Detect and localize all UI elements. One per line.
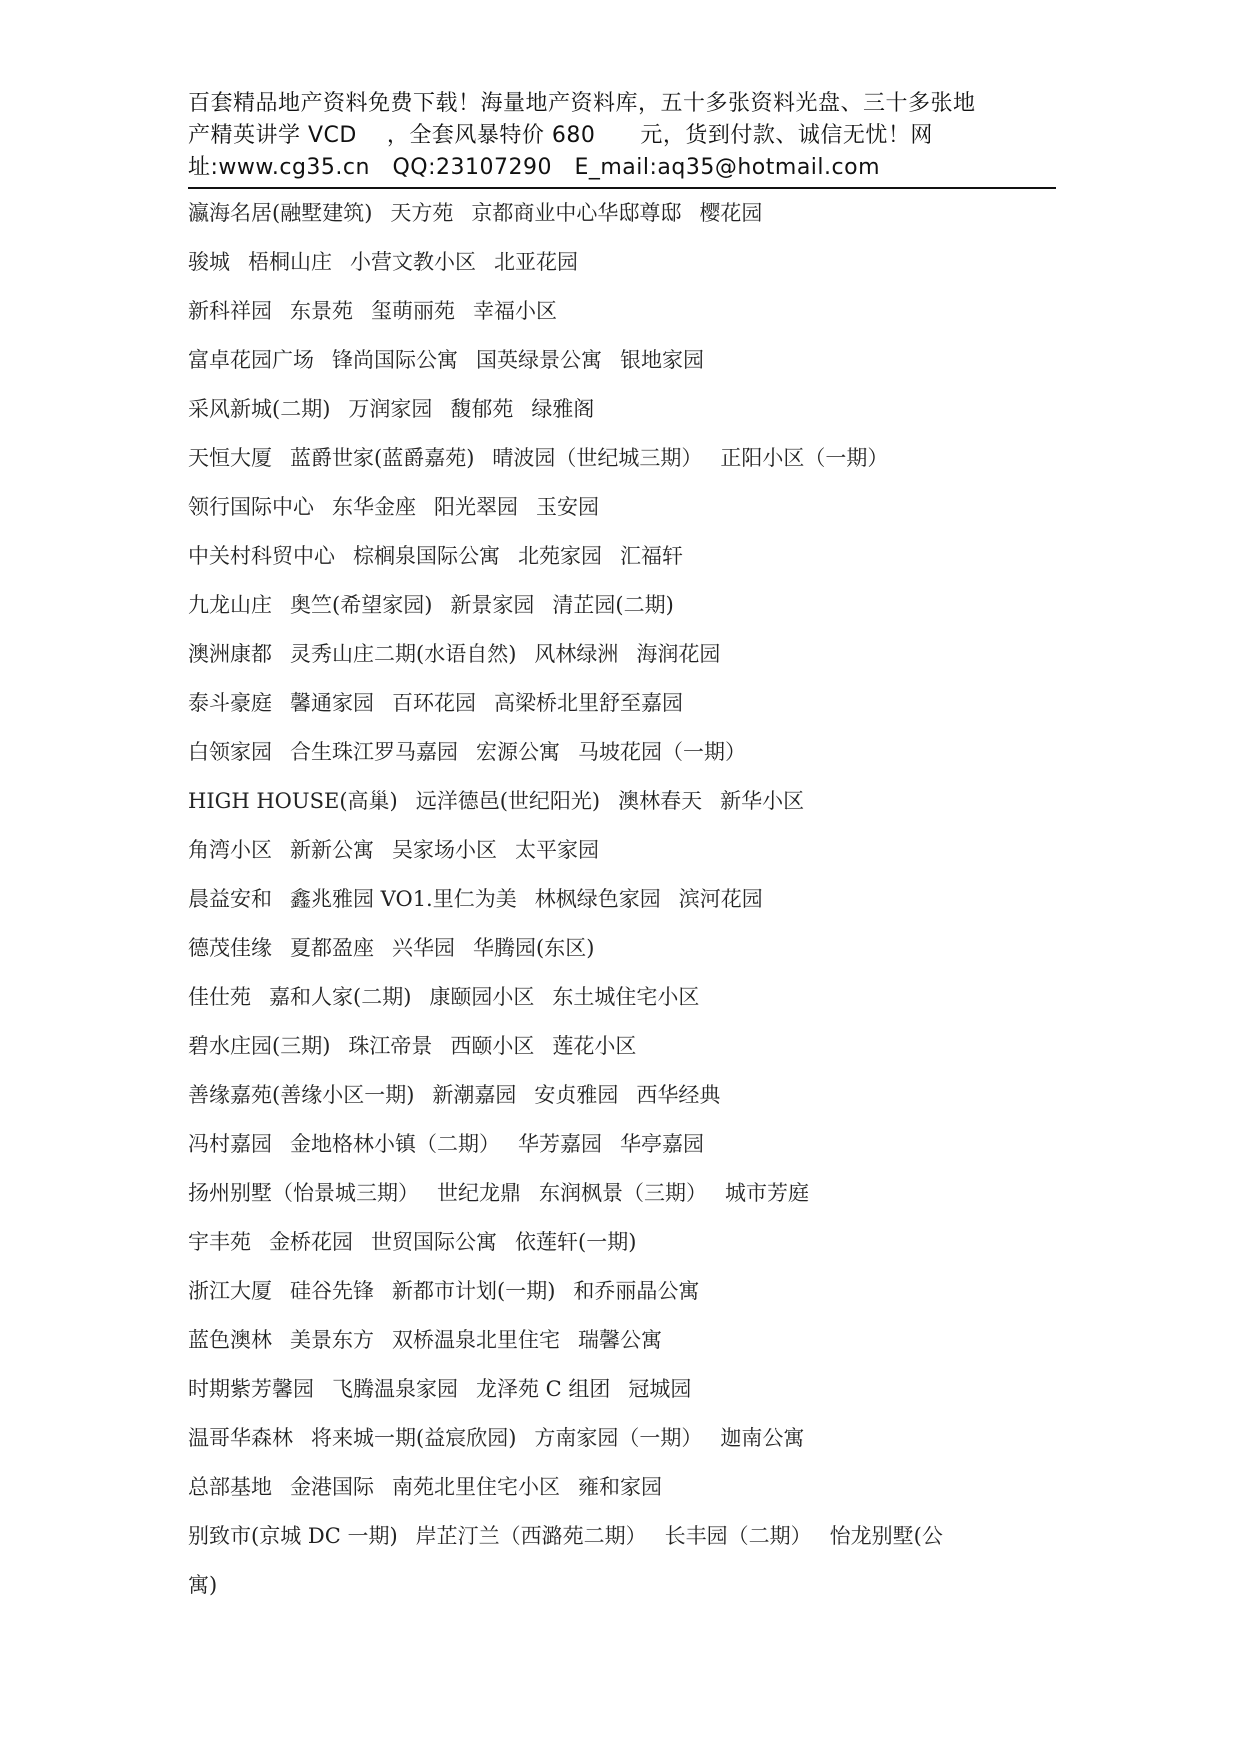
property-name: 西颐小区	[450, 1034, 535, 1058]
property-name: 玺萌丽苑	[371, 299, 455, 323]
property-name: 阳光翠园	[434, 495, 518, 519]
property-name: 雍和家园	[578, 1475, 662, 1499]
list-row	[188, 783, 1056, 832]
property-name: 冯村嘉园	[188, 1132, 272, 1156]
list-row	[188, 979, 1056, 1028]
property-name: 东华金座	[332, 495, 416, 519]
property-name: 依莲轩(一期)	[515, 1230, 637, 1254]
property-name: 硅谷先锋	[290, 1279, 374, 1303]
property-name: 天恒大厦	[188, 446, 272, 470]
property-name: 城市芳庭	[725, 1181, 809, 1205]
list-row	[188, 1322, 1056, 1371]
property-name: 海润花园	[636, 642, 721, 666]
property-name: 善缘嘉苑(善缘小区一期)	[188, 1083, 415, 1107]
property-name: 灵秀山庄二期(水语自然)	[290, 642, 517, 666]
property-name: 瑞馨公寓	[578, 1328, 662, 1352]
property-name: 温哥华森林	[188, 1426, 293, 1450]
property-name: 莲花小区	[552, 1034, 637, 1058]
property-name: 北亚花园	[494, 250, 578, 274]
property-name: 岸芷汀兰（西潞苑二期）	[415, 1524, 647, 1548]
list-row	[188, 1469, 1056, 1518]
property-name: 佳仕苑	[188, 985, 251, 1009]
property-name: 金地格林小镇（二期）	[290, 1132, 500, 1156]
list-row	[188, 832, 1056, 881]
property-name: 别致市(京城 DC 一期)	[188, 1524, 398, 1548]
property-name: 天方苑	[390, 201, 454, 225]
property-name: 小营文教小区	[350, 250, 476, 274]
property-name: 银地家园	[620, 348, 704, 372]
property-name: 晨益安和	[188, 887, 272, 911]
list-row	[188, 587, 1056, 636]
property-name: 华亭嘉园	[620, 1132, 704, 1156]
property-name: 林枫绿色家园	[534, 887, 661, 911]
property-name: HIGH HOUSE(高巢)	[188, 789, 398, 813]
property-name: 金港国际	[290, 1475, 374, 1499]
property-name: 双桥温泉北里住宅	[392, 1328, 560, 1352]
list-row	[188, 1077, 1056, 1126]
list-row	[188, 293, 1056, 342]
property-name: 美景东方	[290, 1328, 374, 1352]
property-name: 鑫兆雅园 VO1.里仁为美	[290, 887, 517, 911]
property-name: 嘉和人家(二期)	[269, 985, 412, 1009]
property-name: 方南家园（一期）	[534, 1426, 703, 1450]
property-name: 富卓花园广场	[188, 348, 314, 372]
property-name: 馨通家园	[290, 691, 374, 715]
property-name: 骏城	[188, 250, 230, 274]
property-name: 锋尚国际公寓	[332, 348, 458, 372]
list-row	[188, 489, 1056, 538]
property-name: 世贸国际公寓	[371, 1230, 497, 1254]
property-name: 夏都盈座	[290, 936, 374, 960]
property-name: 风林绿洲	[534, 642, 619, 666]
property-name: 新华小区	[720, 789, 805, 813]
property-name: 正阳小区（一期）	[720, 446, 889, 470]
property-name: 东土城住宅小区	[552, 985, 700, 1009]
property-name: 华腾园(东区)	[473, 936, 595, 960]
property-name: 迦南公寓	[720, 1426, 805, 1450]
property-name: 新科祥园	[188, 299, 272, 323]
list-row	[188, 685, 1056, 734]
property-name: 长丰园（二期）	[664, 1524, 812, 1548]
property-name: 康颐园小区	[429, 985, 535, 1009]
list-row	[188, 930, 1056, 979]
property-name: 怡龙别墅(公	[829, 1524, 943, 1548]
property-name: 和乔丽晶公寓	[573, 1279, 700, 1303]
property-name: 奥竺(希望家园)	[290, 593, 433, 617]
property-name: 总部基地	[188, 1475, 272, 1499]
property-name: 将来城一期(益宸欣园)	[311, 1426, 517, 1450]
property-name: 中关村科贸中心	[188, 544, 335, 568]
list-row	[188, 1567, 1056, 1616]
list-row	[188, 1224, 1056, 1273]
property-name: 角湾小区	[188, 838, 272, 862]
property-name: 碧水庄园(三期)	[188, 1034, 331, 1058]
property-name: 远洋德邑(世纪阳光)	[415, 789, 601, 813]
property-name: 京都商业中心华邸尊邸	[471, 201, 682, 225]
property-name: 梧桐山庄	[248, 250, 332, 274]
property-name: 西华经典	[636, 1083, 721, 1107]
list-row	[188, 1273, 1056, 1322]
property-name: 寓)	[188, 1573, 218, 1597]
property-name: 华芳嘉园	[518, 1132, 602, 1156]
property-list	[188, 195, 1056, 1616]
property-name: 汇福轩	[620, 544, 683, 568]
property-name: 南苑北里住宅小区	[392, 1475, 560, 1499]
property-name: 新潮嘉园	[432, 1083, 517, 1107]
document-page	[188, 88, 1056, 1616]
property-name: 高梁桥北里舒至嘉园	[494, 691, 683, 715]
property-name: 太平家园	[515, 838, 599, 862]
property-name: 新新公寓	[290, 838, 374, 862]
list-row	[188, 195, 1056, 244]
list-row	[188, 391, 1056, 440]
property-name: 瀛海名居(融墅建筑)	[188, 201, 373, 225]
property-name: 宇丰苑	[188, 1230, 251, 1254]
header-line-1: 百套精品地产资料免费下载！海量地产资料库，五十多张资料光盘、三十多张地	[188, 91, 976, 116]
property-name: 马坡花园（一期）	[578, 740, 746, 764]
property-name: 冠城园	[628, 1377, 692, 1401]
property-name: 蓝爵世家(蓝爵嘉苑)	[290, 446, 475, 470]
property-name: 珠江帝景	[348, 1034, 433, 1058]
property-name: 绿雅阁	[531, 397, 595, 421]
property-name: 飞腾温泉家园	[332, 1377, 458, 1401]
property-name: 浙江大厦	[188, 1279, 272, 1303]
property-name: 棕榈泉国际公寓	[353, 544, 500, 568]
property-name: 馥郁苑	[450, 397, 514, 421]
property-name: 时期紫芳馨园	[188, 1377, 314, 1401]
property-name: 澳林春天	[618, 789, 703, 813]
property-name: 金桥花园	[269, 1230, 353, 1254]
property-name: 领行国际中心	[188, 495, 314, 519]
property-name: 新景家园	[450, 593, 535, 617]
list-row	[188, 1175, 1056, 1224]
list-row	[188, 1518, 1056, 1567]
property-name: 樱花园	[699, 201, 763, 225]
promo-header	[188, 88, 1056, 184]
property-name: 兴华园	[392, 936, 455, 960]
property-name: 国英绿景公寓	[476, 348, 602, 372]
list-row	[188, 1126, 1056, 1175]
property-name: 幸福小区	[473, 299, 557, 323]
property-name: 蓝色澳林	[188, 1328, 272, 1352]
property-name: 东景苑	[290, 299, 353, 323]
list-row	[188, 734, 1056, 783]
list-row	[188, 342, 1056, 391]
header-line-2: 产精英讲学 VCD ，全套风暴特价 680 元，货到付款、诚信无忧！网	[188, 123, 933, 148]
list-row	[188, 244, 1056, 293]
list-row	[188, 1371, 1056, 1420]
list-row	[188, 1420, 1056, 1469]
property-name: 世纪龙鼎	[437, 1181, 521, 1205]
property-name: 清芷园(二期)	[552, 593, 674, 617]
header-divider	[188, 187, 1056, 189]
list-row	[188, 636, 1056, 685]
property-name: 吴家场小区	[392, 838, 497, 862]
property-name: 新都市计划(一期)	[392, 1279, 556, 1303]
list-row	[188, 440, 1056, 489]
property-name: 百环花园	[392, 691, 476, 715]
property-name: 白领家园	[188, 740, 272, 764]
property-name: 万润家园	[348, 397, 433, 421]
property-name: 泰斗豪庭	[188, 691, 272, 715]
property-name: 东润枫景（三期）	[539, 1181, 707, 1205]
header-line-3: 址:www.cg35.cn QQ:23107290 E_mail:aq35@hotmail.com	[188, 155, 881, 180]
property-name: 宏源公寓	[476, 740, 560, 764]
property-name: 滨河花园	[678, 887, 763, 911]
property-name: 晴波园（世纪城三期）	[492, 446, 703, 470]
property-name: 德茂佳缘	[188, 936, 272, 960]
property-name: 北苑家园	[518, 544, 602, 568]
property-name: 安贞雅园	[534, 1083, 619, 1107]
property-name: 龙泽苑 C 组团	[476, 1377, 611, 1401]
list-row	[188, 881, 1056, 930]
list-row	[188, 1028, 1056, 1077]
property-name: 扬州别墅（怡景城三期）	[188, 1181, 419, 1205]
property-name: 采风新城(二期)	[188, 397, 331, 421]
property-name: 玉安园	[536, 495, 599, 519]
property-name: 澳洲康都	[188, 642, 272, 666]
property-name: 九龙山庄	[188, 593, 272, 617]
property-name: 合生珠江罗马嘉园	[290, 740, 458, 764]
list-row	[188, 538, 1056, 587]
